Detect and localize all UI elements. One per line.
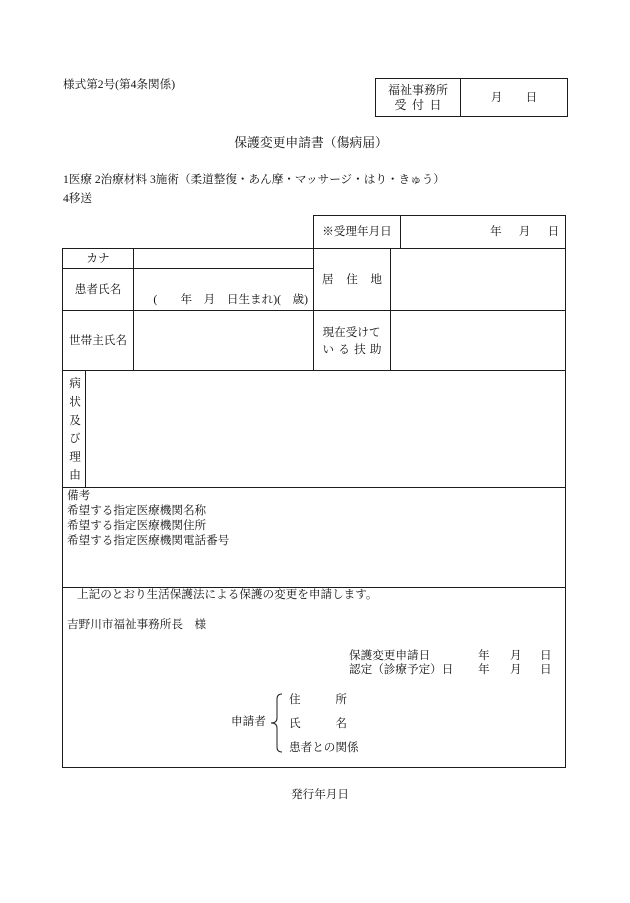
- receipt-date-cell: [460, 78, 568, 117]
- acceptance-date: 年 月 日: [490, 225, 558, 238]
- receipt-label-stack: [388, 83, 448, 113]
- date-row-label: 認定（診療予定）日: [349, 663, 454, 676]
- assistance-label-stack: [323, 324, 382, 358]
- applicant-label: 申請者: [231, 715, 266, 728]
- form-number: 様式第2号(第4条関係): [63, 78, 176, 91]
- application-statement: 上記のとおり生活保護法による保護の変更を申請します。: [77, 588, 378, 601]
- issue-date-label: 発行年月日: [291, 788, 349, 801]
- date-row-year: 年: [478, 663, 490, 676]
- date-row-month: 月: [510, 649, 522, 662]
- application-cell: [62, 587, 566, 768]
- kana-value-cell: [133, 248, 314, 269]
- assistance-label-line-2: い る 扶 助: [322, 342, 382, 356]
- remarks-heading: 備考: [67, 489, 91, 502]
- assistance-value-cell: [390, 310, 566, 371]
- date-row-label: 保護変更申請日: [349, 649, 431, 662]
- patient-name-value-cell: [133, 268, 314, 311]
- acceptance-date-cell: [400, 215, 566, 249]
- symptoms-label: 病状及び理由: [68, 377, 81, 487]
- kana-label: カナ: [86, 251, 110, 265]
- date-row-day: 日: [540, 649, 552, 662]
- remarks-item-facility-address: 希望する指定医療機関住所: [67, 519, 207, 532]
- receipt-label-cell: [375, 78, 461, 117]
- receipt-date: 月 日: [490, 90, 538, 104]
- curly-brace-icon: [270, 693, 283, 753]
- address-label: 居 住 地: [322, 272, 382, 286]
- symptoms-value-cell: [85, 370, 566, 488]
- applicant-name-label: 氏 名: [289, 717, 347, 730]
- category-line-2: 4移送: [63, 192, 92, 205]
- address-value-cell: [390, 248, 566, 311]
- assistance-label-line-1: 現在受けて: [322, 325, 381, 339]
- page-title: 保護変更申請書（傷病届）: [234, 136, 388, 150]
- applicant-address-label: 住 所: [289, 693, 347, 706]
- acceptance-label-cell: [313, 215, 401, 249]
- kana-label-cell: [62, 248, 134, 269]
- remarks-cell: [62, 487, 566, 588]
- application-addressee: 吉野川市福祉事務所長 様: [67, 618, 207, 631]
- applicant-relation-label: 患者との関係: [289, 741, 359, 754]
- remarks-item-facility-phone: 希望する指定医療機関電話番号: [67, 534, 230, 547]
- patient-name-label: 患者氏名: [74, 282, 122, 296]
- address-label-cell: [313, 248, 391, 311]
- date-row-month: 月: [510, 663, 522, 676]
- receipt-received-label: 受 付 日: [394, 97, 442, 112]
- category-line-1: 1医療 2治療材料 3施術（柔道整復・あん摩・マッサージ・はり・きゅう）: [63, 173, 445, 186]
- date-row-day: 日: [540, 663, 552, 676]
- application-date-row: [349, 649, 559, 663]
- patient-name-label-cell: [62, 268, 134, 311]
- date-row-year: 年: [478, 649, 490, 662]
- acceptance-label: ※受理年月日: [322, 225, 392, 238]
- certification-date-row: [349, 663, 559, 677]
- receipt-office-label: 福祉事務所: [387, 82, 448, 97]
- remarks-item-facility-name: 希望する指定医療機関名称: [67, 504, 207, 517]
- assistance-label-cell: [313, 310, 391, 371]
- household-head-label-cell: [62, 310, 134, 371]
- household-head-value-cell: [133, 310, 314, 371]
- birth-age-field: ( 年 月 日生まれ)( 歳): [153, 293, 308, 306]
- household-head-label: 世帯主氏名: [69, 333, 127, 347]
- symptoms-label-cell: [62, 370, 86, 488]
